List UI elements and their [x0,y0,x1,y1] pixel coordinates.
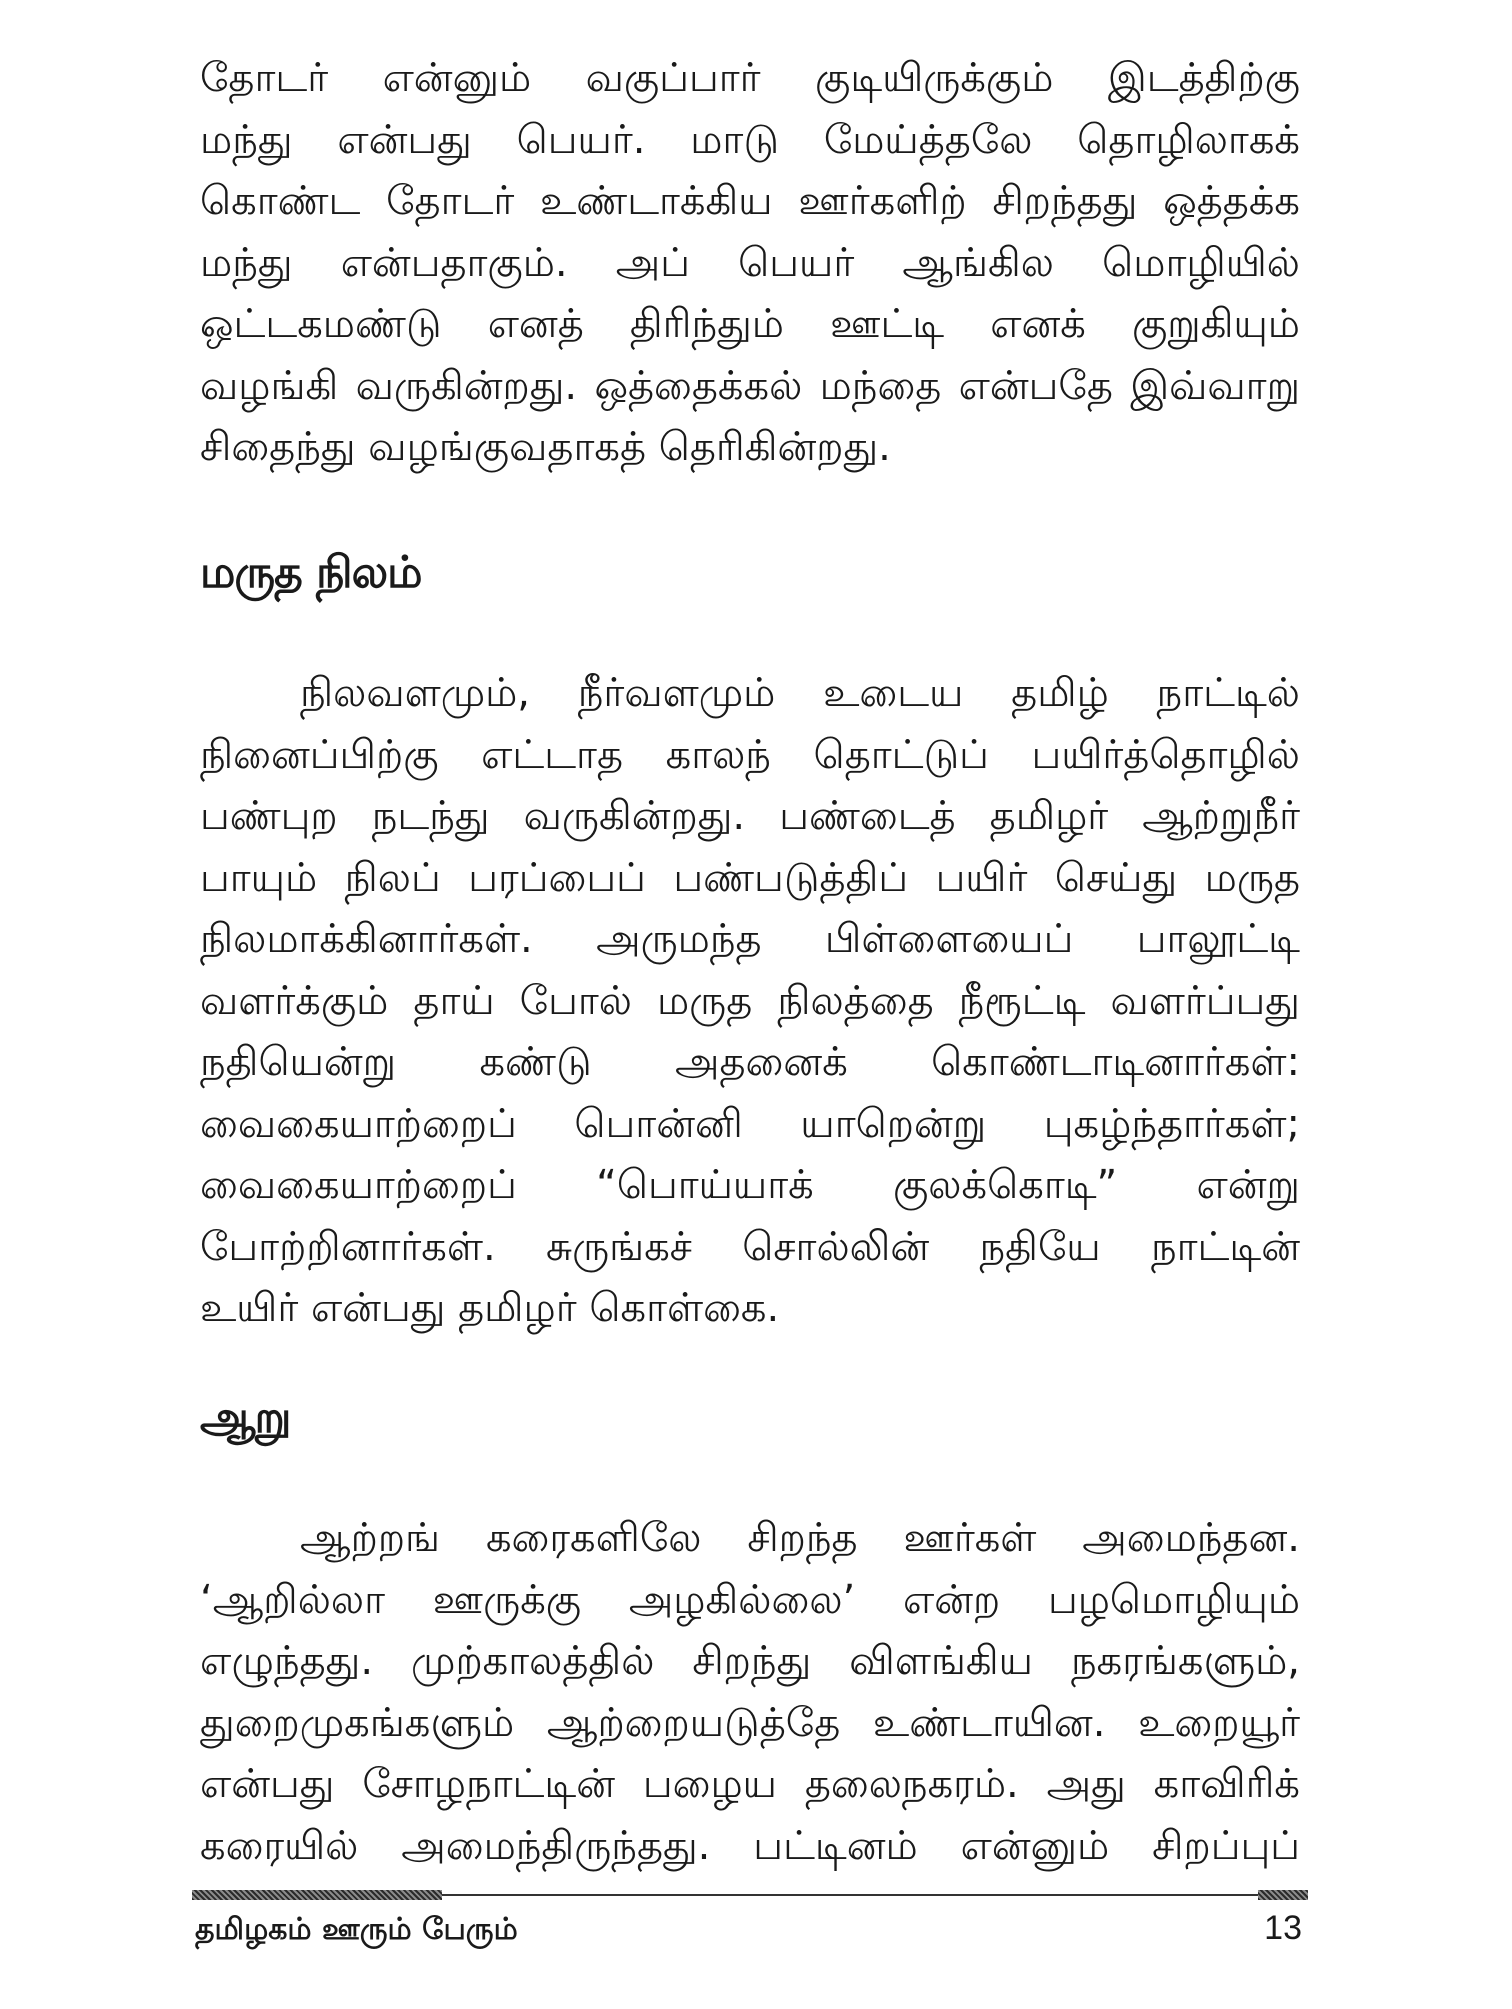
text-line: வழங்கி வருகின்றது. ஒத்தைக்கல் மந்தை என்பதே இவ்வாறு [200,362,1300,409]
section-heading-marutha-nilam: மருத நிலம் [200,547,422,598]
text-line: போற்றினார்கள். சுருங்கச் சொல்லின் நதியே நாட்டின் [200,1223,1300,1270]
text-line: வளர்க்கும் தாய் போல் மருத நிலத்தை நீரூட்டி வளர்ப்பது [200,977,1300,1024]
text-line: நிலமாக்கினார்கள். அருமந்த பிள்ளையைப் பாலூட்டி [200,916,1300,962]
text-line: துறைமுகங்களும் ஆற்றையடுத்தே உண்டாயின. உறையூர் [200,1699,1300,1746]
paragraph-marutha-nilam [200,663,1300,1340]
text-line: நினைப்பிற்கு எட்டாத காலந் தொட்டுப் பயிர்த்தொழில் [200,731,1300,778]
text-line: வைகையாற்றைப் “பொய்யாக் குலக்கொடி” என்று [200,1162,1300,1208]
text-line: ‘ஆறில்லா ஊருக்கு அழகில்லை’ என்ற பழமொழியும் [200,1576,1300,1623]
text-line: ஆற்றங் கரைகளிலே சிறந்த ஊர்கள் அமைந்தன. [300,1515,1300,1561]
text-line: பாயும் நிலப் பரப்பைப் பண்படுத்திப் பயிர் செய்து மருத [200,854,1300,901]
text-line: நிலவளமும், நீர்வளமும் உடைய தமிழ் நாட்டில் [300,670,1300,716]
text-line: எழுந்தது. முற்காலத்தில் சிறந்து விளங்கிய நகரங்களும், [200,1638,1300,1684]
text-line: வைகையாற்றைப் பொன்னி யாறென்று புகழ்ந்தார்கள்; [200,1100,1300,1147]
text-line: கொண்ட தோடர் உண்டாக்கிய ஊர்களிற் சிறந்தது ஒத்தக்க [200,178,1300,224]
paragraph-thodar-mandu [200,48,1300,479]
footer-rule-hatch-left [192,1890,442,1900]
paragraph-aaru [200,1508,1300,1877]
footer-rule-hatch-right [1258,1890,1308,1900]
text-line: மந்து என்பதாகும். அப் பெயர் ஆங்கில மொழியில் [200,239,1300,286]
text-line: சிதைந்து வழங்குவதாகத் தெரிகின்றது. [200,424,891,470]
text-line: ஒட்டகமண்டு எனத் திரிந்தும் ஊட்டி எனக் குறுகியும் [200,301,1300,347]
text-line: என்பது சோழநாட்டின் பழைய தலைநகரம். அது காவிரிக் [200,1761,1300,1807]
page-number: 13 [1264,1909,1302,1947]
text-line: தோடர் என்னும் வகுப்பார் குடியிருக்கும் இடத்திற்கு [200,55,1300,101]
footer-book-title: தமிழகம் ஊரும் பேரும் [195,1912,518,1947]
text-line: மந்து என்பது பெயர். மாடு மேய்த்தலே தொழிலாகக் [200,116,1300,163]
text-line: கரையில் அமைந்திருந்தது. பட்டினம் என்னும் சிறப்புப் [200,1822,1300,1869]
text-line: பண்புற நடந்து வருகின்றது. பண்டைத் தமிழர் ஆற்றுநீர் [200,793,1300,839]
text-line: உயிர் என்பது தமிழர் கொள்கை. [200,1285,780,1331]
text-line: நதியென்று கண்டு அதனைக் கொண்டாடினார்கள்: [200,1039,1300,1085]
section-heading-aaru: ஆறு [200,1392,291,1443]
footer-rule [192,1890,1308,1900]
